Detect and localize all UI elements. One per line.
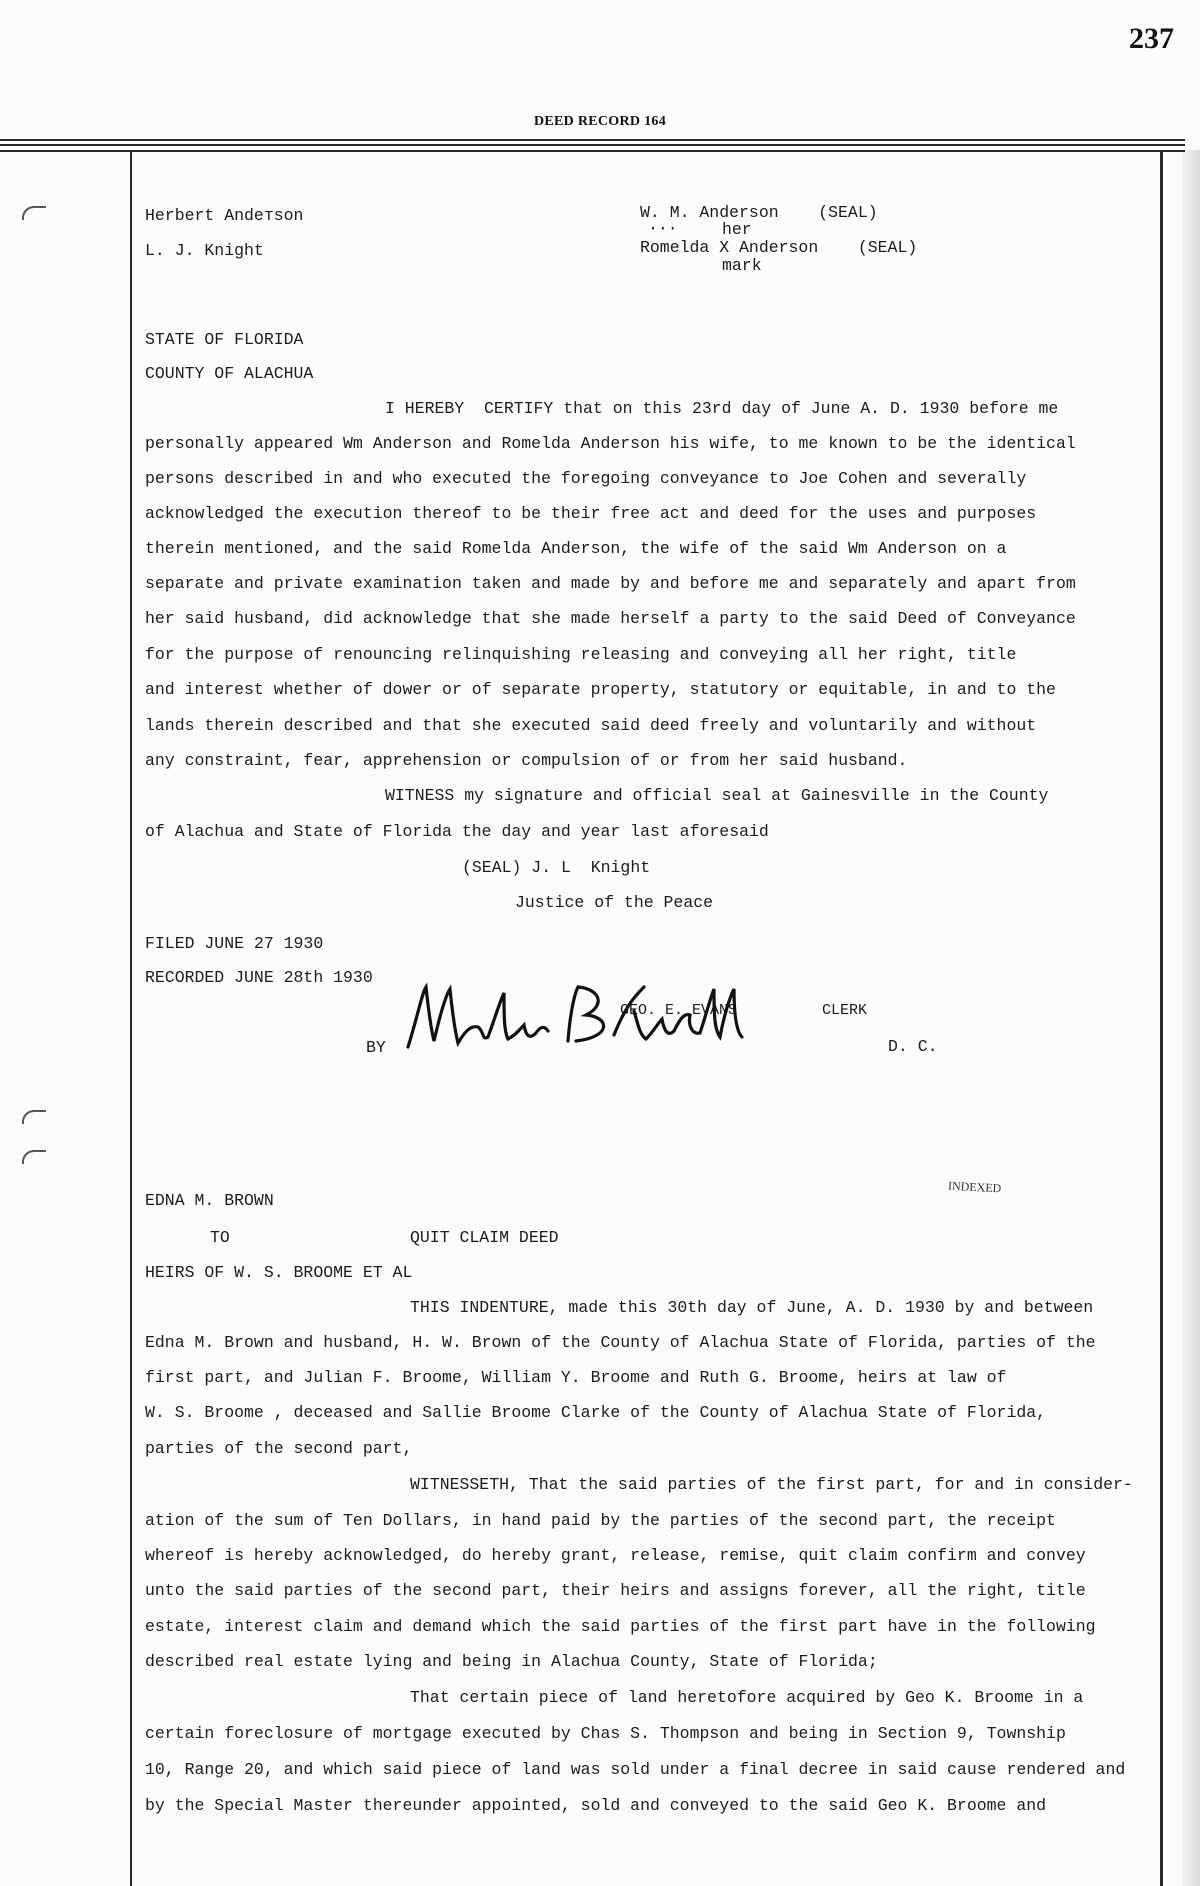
header-rule bbox=[0, 150, 1185, 152]
acknowledgment-line: of Alachua and State of Florida the day and year last aforesaid bbox=[145, 822, 769, 841]
deed-line: certain foreclosure of mortgage executed by Chas S. Thompson and being in Section 9, Township bbox=[145, 1724, 1066, 1743]
state-heading: STATE OF FLORIDA bbox=[145, 330, 304, 349]
filed-date: FILED JUNE 27 1930 bbox=[145, 934, 324, 953]
left-margin-rule bbox=[130, 150, 132, 1886]
acknowledgment-line: and interest whether of dower or of separate property, statutory or equitable, in and to the bbox=[145, 680, 1056, 699]
signature-her: her bbox=[722, 220, 752, 239]
deed-line: 10, Range 20, and which said piece of land was sold under a final decree in said cause rendered and bbox=[145, 1760, 1126, 1779]
acknowledgment-line: WITNESS my signature and official seal at Gainesville in the County bbox=[385, 786, 1049, 805]
deed-line: ation of the sum of Ten Dollars, in hand paid by the parties of the second part, the receipt bbox=[145, 1511, 1056, 1530]
binder-hole-mark bbox=[22, 1150, 46, 1164]
acknowledgment-line: separate and private examination taken and made by and before me and separately and apart from bbox=[145, 574, 1076, 593]
page-edge-shadow bbox=[1182, 150, 1200, 1886]
grantor-signature: Romelda X Anderson (SEAL) bbox=[640, 238, 918, 257]
official-title: Justice of the Peace bbox=[515, 893, 714, 912]
recorded-date: RECORDED JUNE 28th 1930 bbox=[145, 968, 373, 987]
signature-dots: ··· bbox=[648, 219, 678, 238]
seal-line: (SEAL) J. L Knight bbox=[462, 858, 651, 877]
acknowledgment-line: her said husband, did acknowledge that she made herself a party to the said Deed of Conveyance bbox=[145, 609, 1076, 628]
indexed-stamp: INDEXED bbox=[947, 1178, 1002, 1196]
deed-line: THIS INDENTURE, made this 30th day of June, A. D. 1930 by and between bbox=[410, 1298, 1094, 1317]
deed-type: QUIT CLAIM DEED bbox=[410, 1228, 559, 1247]
page-number: 237 bbox=[1129, 22, 1174, 55]
acknowledgment-line: lands therein described and that she executed said deed freely and voluntarily and without bbox=[145, 716, 1037, 735]
deed-line: whereof is hereby acknowledged, do hereby grant, release, remise, quit claim confirm and convey bbox=[145, 1546, 1086, 1565]
acknowledgment-line: acknowledged the execution thereof to be their free act and deed for the uses and purposes bbox=[145, 504, 1037, 523]
binder-hole-mark bbox=[22, 1110, 46, 1124]
witness-name: L. J. Knight bbox=[145, 241, 264, 260]
binder-hole-mark bbox=[22, 206, 46, 220]
deed-line: first part, and Julian F. Broome, William Y. Broome and Ruth G. Broome, heirs at law of bbox=[145, 1368, 1007, 1387]
deed-grantee: HEIRS OF W. S. BROOME ET AL bbox=[145, 1263, 413, 1282]
clerk-name: GEO. E. EVANS bbox=[620, 1002, 738, 1019]
deed-line: That certain piece of land heretofore acquired by Geo K. Broome in a bbox=[410, 1688, 1084, 1707]
deed-grantor: EDNA M. BROWN bbox=[145, 1191, 274, 1210]
acknowledgment-line: for the purpose of renouncing relinquishing releasing and conveying all her right, title bbox=[145, 645, 1017, 664]
record-header: DEED RECORD 164 bbox=[533, 114, 667, 129]
witness-name: Herbert Andeтson bbox=[145, 206, 304, 225]
deed-line: unto the said parties of the second part, their heirs and assigns forever, all the right, title bbox=[145, 1581, 1086, 1600]
acknowledgment-line: any constraint, fear, apprehension or compulsion of or from her said husband. bbox=[145, 751, 908, 770]
acknowledgment-line: personally appeared Wm Anderson and Romelda Anderson his wife, to me known to be the identical bbox=[145, 434, 1076, 453]
deed-line: estate, interest claim and demand which the said parties of the first part have in the following bbox=[145, 1617, 1096, 1636]
grantor-signature: W. M. Anderson (SEAL) bbox=[640, 203, 878, 222]
deed-line: W. S. Broome , deceased and Sallie Broome Clarke of the County of Alachua State of Florida, bbox=[145, 1403, 1047, 1422]
header-rule bbox=[0, 144, 1185, 146]
acknowledgment-line: persons described in and who executed the foregoing conveyance to Joe Cohen and severally bbox=[145, 469, 1027, 488]
deed-line: by the Special Master thereunder appointed, sold and conveyed to the said Geo K. Broome and bbox=[145, 1796, 1047, 1815]
header-rule bbox=[0, 139, 1185, 141]
deed-line: parties of the second part, bbox=[145, 1439, 413, 1458]
county-heading: COUNTY OF ALACHUA bbox=[145, 364, 314, 383]
deed-line: described real estate lying and being in Alachua County, State of Florida; bbox=[145, 1652, 878, 1671]
acknowledgment-line: I HEREBY CERTIFY that on this 23rd day of June A. D. 1930 before me bbox=[385, 399, 1059, 418]
clerk-title: CLERK bbox=[822, 1002, 868, 1019]
deputy-clerk-label: D. C. bbox=[888, 1037, 938, 1056]
by-label: BY bbox=[366, 1038, 386, 1057]
right-margin-rule bbox=[1160, 150, 1163, 1886]
acknowledgment-line: therein mentioned, and the said Romelda Anderson, the wife of the said Wm Anderson on a bbox=[145, 539, 1007, 558]
clerk-signature bbox=[400, 975, 780, 1065]
deed-to: TO bbox=[210, 1228, 230, 1247]
signature-mark: mark bbox=[722, 256, 762, 275]
deed-line: Edna M. Brown and husband, H. W. Brown of the County of Alachua State of Florida, parties of the bbox=[145, 1333, 1096, 1352]
deed-line: WITNESSETH, That the said parties of the first part, for and in consider- bbox=[410, 1475, 1133, 1494]
